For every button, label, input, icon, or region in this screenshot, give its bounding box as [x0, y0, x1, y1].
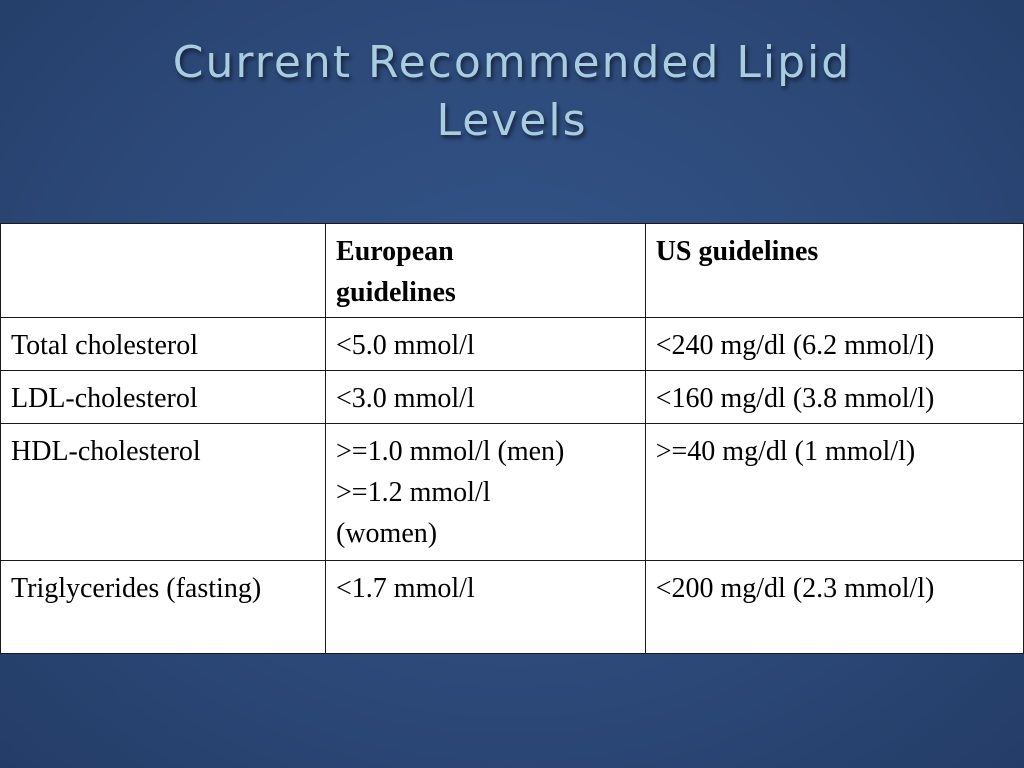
header-cell-european — [326, 224, 646, 318]
us-value-cell: <240 mg/dl (6.2 mmol/l) — [645, 318, 1023, 371]
us-value-cell: <160 mg/dl (3.8 mmol/l) — [645, 371, 1023, 424]
us-value-cell: >=40 mg/dl (1 mmol/l) — [645, 424, 1023, 561]
parameter-cell: Total cholesterol — [1, 318, 326, 371]
table-row — [1, 318, 1024, 371]
table-row — [1, 424, 1024, 561]
european-value-line: >=1.0 mmol/l (men) — [336, 436, 565, 467]
header-cell-us: US guidelines — [645, 224, 1023, 318]
header-cell-empty — [1, 224, 326, 318]
european-value-line: <3.0 mmol/l — [336, 383, 475, 414]
slide-title-line1: Current Recommended Lipid — [172, 37, 852, 88]
parameter-cell: LDL-cholesterol — [1, 371, 326, 424]
european-value-cell — [326, 318, 646, 371]
european-value-line: <1.7 mmol/l — [336, 573, 475, 604]
header-european-line2: guidelines — [336, 277, 456, 308]
parameter-cell: Triglycerides (fasting) — [1, 561, 326, 654]
parameter-cell: HDL-cholesterol — [1, 424, 326, 561]
european-value-line: >=1.2 mmol/l — [336, 477, 491, 508]
european-value-line: (women) — [336, 518, 438, 549]
slide-title — [0, 34, 1024, 150]
european-value-cell — [326, 424, 646, 561]
european-value-line: <5.0 mmol/l — [336, 330, 475, 361]
table-header-row — [1, 224, 1024, 318]
european-value-cell — [326, 371, 646, 424]
table-row — [1, 561, 1024, 654]
header-european-line1: European — [336, 236, 454, 267]
slide-title-line2: Levels — [436, 95, 588, 146]
table-row — [1, 371, 1024, 424]
us-value-cell: <200 mg/dl (2.3 mmol/l) — [645, 561, 1023, 654]
european-value-cell — [326, 561, 646, 654]
lipid-levels-table — [0, 223, 1024, 654]
